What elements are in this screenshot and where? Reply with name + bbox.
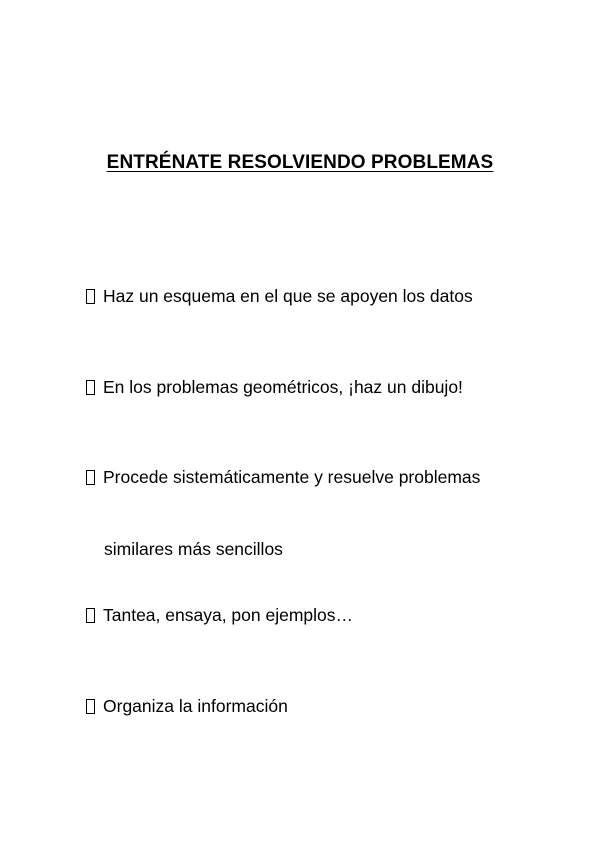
missing-glyph-box-icon <box>86 470 95 485</box>
list-item <box>86 604 353 626</box>
list-item-text: En los problemas geométricos, ¡haz un dibujo! <box>103 377 463 397</box>
page-title: ENTRÉNATE RESOLVIENDO PROBLEMAS <box>106 152 494 173</box>
list-item <box>86 376 463 398</box>
list-item-text: Tantea, ensaya, pon ejemplos… <box>103 605 354 625</box>
list-item-text: Organiza la información <box>103 696 288 716</box>
list-item <box>86 466 480 488</box>
list-item <box>86 695 288 717</box>
missing-glyph-box-icon <box>86 699 95 714</box>
list-item <box>86 285 473 307</box>
missing-glyph-box-icon <box>86 608 95 623</box>
list-item-text: Procede sistemáticamente y resuelve problemas <box>103 467 481 487</box>
list-item-text: Haz un esquema en el que se apoyen los datos <box>103 286 473 306</box>
list-item-continuation: similares más sencillos <box>104 539 283 559</box>
missing-glyph-box-icon <box>86 380 95 395</box>
missing-glyph-box-icon <box>86 289 95 304</box>
